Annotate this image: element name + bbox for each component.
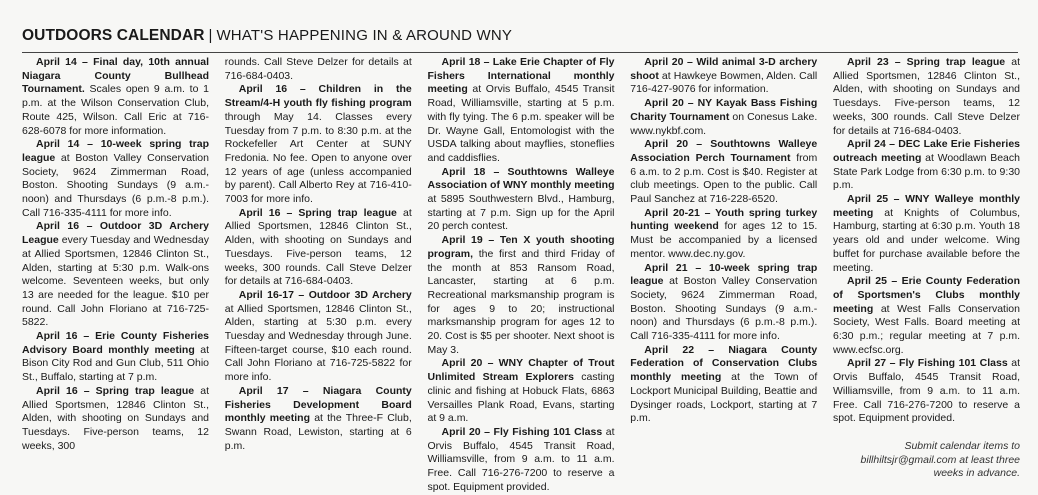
calendar-entry <box>22 56 209 138</box>
entry-details: at Boston Valley Conservation Society, 9624 Zimmerman Road, Boston. Shooting Sundays (9 a.m.-noon) and Thursdays (6 p.m.-8 p.m.). Call 716-335-4111 for more info. <box>22 151 209 219</box>
entry-details: at Orvis Buffalo, 4545 Transit Road, Williamsville, from 9 a.m. to 11 a.m. Free. Call 716-276-7200 to reserve a spot. Equipment provided. <box>427 425 615 493</box>
calendar-entry <box>630 344 817 426</box>
entry-heading: April 20 – Wild animal 3-D archery shoot <box>630 56 818 82</box>
entry-heading: April 16 – Spring trap league <box>238 206 397 219</box>
calendar-column-2 <box>225 56 412 495</box>
masthead-rule <box>22 52 1018 53</box>
entry-details: at 5895 Southwestern Blvd., Hamburg, starting at 7 p.m. Sign up for the April 20 perch contest. <box>427 193 615 233</box>
calendar-column-4 <box>630 56 817 495</box>
entry-heading: April 16-17 – Outdoor 3D Archery <box>238 288 412 301</box>
entry-details: at West Falls Conservation Society, West Falls. Board meeting at 6:30 p.m.; regular meeting at 7 p.m. www.ecfsc.org. <box>833 302 1020 356</box>
entry-details: at Boston Valley Conservation Society, 9624 Zimmerman Road, Boston. Shooting Sundays (9 a.m.-noon) and Thursdays (6 p.m.-8 p.m.). Call 716-335-4111 for more info. <box>630 275 818 343</box>
entry-details: casting clinic and fishing at Hobuck Flats, 6863 Versailles Plank Road, Evans, starting at 9 a.m. <box>427 371 615 425</box>
calendar-entry <box>22 330 209 385</box>
entry-heading: April 16 – Children in the Stream/4-H youth fly fishing program <box>224 83 412 110</box>
entry-heading: April 16 – Spring trap league <box>36 384 195 397</box>
column-5-entries <box>833 56 1020 426</box>
entry-heading: April 20 – Fly Fishing 101 Class <box>441 425 603 438</box>
calendar-entry <box>225 83 412 206</box>
calendar-entry <box>833 138 1020 193</box>
entry-details: at Allied Sportsmen, 12846 Clinton St., Alden, starting at 5:30 p.m. every Tuesday and Wednesday through June. Fifteen-target course, $10 each round. Call John Floriano at 716-725-5822 for more info. <box>224 302 412 384</box>
entry-details: for ages 12 to 15. Must be accompanied by a licensed mentor. www.dec.ny.gov. <box>630 220 818 260</box>
calendar-entry <box>22 138 209 220</box>
calendar-entry <box>428 357 615 426</box>
calendar-entry <box>428 426 615 495</box>
entry-heading: April 14 – Final day, 10th annual Niagara County Bullhead Tournament. <box>22 56 209 96</box>
submit-note: Submit calendar items to billhiltsjr@gmail.com at least three weeks in advance. <box>860 439 1020 480</box>
calendar-entry <box>833 357 1020 426</box>
calendar-column-1 <box>22 56 209 495</box>
calendar-column-5 <box>833 56 1020 495</box>
entry-heading: April 25 – WNY Walleye monthly meeting <box>833 193 1020 219</box>
entry-heading: April 25 – Erie County Federation of Sportsmen's Clubs monthly meeting <box>833 275 1020 315</box>
calendar-entry <box>833 56 1020 138</box>
entry-details: at Woodlawn Beach State Park Lodge from 6:30 p.m. to 9:30 p.m. <box>833 151 1020 192</box>
calendar-entry <box>428 234 615 357</box>
masthead <box>22 27 1016 49</box>
entry-details: at the Town of Lockport Municipal Building, Beattie and Dysinger roads, Lockport, starting at 7 p.m. <box>630 371 818 425</box>
calendar-entry <box>833 193 1020 275</box>
masthead-title: OUTDOORS CALENDAR <box>22 27 205 44</box>
entry-details: on Conesus Lake. www.nykbf.com. <box>630 110 818 137</box>
entry-heading: April 20-21 – Youth spring turkey hunting weekend <box>630 206 818 233</box>
calendar-entry <box>22 385 209 454</box>
entry-details: at Allied Sportsmen, 12846 Clinton St., Alden, with shooting on Sundays and Tuesdays. Five-person teams, 12 weeks, 300 rounds. Call Steve Delzer for details at 716-684-0403. <box>224 206 412 288</box>
calendar-entry <box>630 207 817 262</box>
calendar-entry <box>225 56 412 83</box>
entry-details: the first and third Friday of the month at 853 Ransom Road, Lancaster, starting at 6 p.m. Recreational marksmanship program is for ages 9 to 20; instructional marksmanship program for ages 12 to 20. Cost is $5 per shooter. Next shoot is May 3. <box>427 247 615 356</box>
entry-heading: April 18 – Lake Erie Chapter of Fly Fishers International monthly meeting <box>427 56 615 96</box>
calendar-columns <box>22 56 1020 495</box>
entry-heading: April 27 – Fly Fishing 101 Class <box>847 357 1008 370</box>
calendar-entry <box>225 385 412 454</box>
calendar-entry <box>225 207 412 289</box>
entry-heading: April 19 – Ten X youth shooting program, <box>427 234 615 260</box>
entry-heading: April 21 – 10-week spring trap league <box>630 261 818 288</box>
entry-heading: April 20 – WNY Chapter of Trout Unlimited Stream Explorers <box>427 357 615 384</box>
entry-heading: April 17 – Niagara County Fisheries Development Board monthly meeting <box>224 384 412 425</box>
entry-details: through May 14. Classes every Tuesday from 7 p.m. to 8:30 p.m. at the Rockefeller Art Center at SUNY Fredonia. No fee. Open to anyone over 12 years of age (unless accompanied by parent). Call Alberto Rey at 716-410-7003 for more info. <box>224 110 412 206</box>
calendar-column-3 <box>428 56 615 495</box>
entry-details: at the Three-F Club, Swann Road, Lewiston, starting at 6 p.m. <box>224 412 412 452</box>
masthead-subtitle: WHAT'S HAPPENING IN & AROUND WNY <box>216 27 513 44</box>
entry-heading: April 22 – Niagara County Federation of Conservation Clubs monthly meeting <box>630 343 818 384</box>
entry-details: Scales open 9 a.m. to 1 p.m. at the Wilson Conservation Club, Route 425, Wilson. Call Eric at 716-628-6078 for more information. <box>22 83 209 137</box>
entry-details: at Allied Sportsmen, 12846 Clinton St., Alden, with shooting on Sundays and Tuesdays. Five-person teams, 12 weeks, 300 <box>22 384 209 452</box>
entry-heading: April 18 – Southtowns Walleye Association of WNY monthly meeting <box>427 165 615 192</box>
masthead-separator: | <box>208 27 213 44</box>
entry-heading: April 16 – Erie County Fisheries Advisory Board monthly meeting <box>22 330 209 356</box>
calendar-entry <box>428 56 615 166</box>
calendar-entry <box>630 262 817 344</box>
entry-heading: April 20 – NY Kayak Bass Fishing Charity Tournament <box>630 97 818 123</box>
entry-details: at Hawkeye Bowmen, Alden. Call 716-427-9076 for information. <box>630 69 818 96</box>
entry-heading: April 23 – Spring trap league <box>847 56 1006 68</box>
entry-details: every Tuesday and Wednesday at Allied Sportsmen, 12846 Clinton St., Alden, starting at 5:30 p.m. Walk-ons welcome. Seventeen weeks, but only 13 are needed for the league. $10 per round. Call John Floriano at 716-725-5822. <box>22 234 209 329</box>
entry-details: from 6 a.m. to 2 p.m. Cost is $40. Register at club meetings. Open to the public. Call Paul Sanchez at 716-228-6520. <box>630 151 818 206</box>
calendar-entry <box>833 275 1020 357</box>
entry-heading: April 20 – Southtowns Walleye Association Perch Tournament <box>630 138 818 164</box>
entry-details: at Knights of Columbus, Hamburg, starting at 6:30 p.m. Youth 18 years old and under welcome. Wing buffet for purchase available before the meeting. <box>833 206 1020 274</box>
entry-details: at Orvis Buffalo, 4545 Transit Road, Williamsville, from 9 a.m. to 11 a.m. Free. Call 716-276-7200 to reserve a spot. Equipment provided. <box>833 357 1020 425</box>
entry-details: at Bison City Rod and Gun Club, 511 Ohio St., Buffalo, starting at 7 p.m. <box>22 343 209 384</box>
entry-details: at Orvis Buffalo, 4545 Transit Road, Williamsville, starting at 5 p.m. with fly tying. The 6 p.m. speaker will be Dr. Wayne Gall, Entomologist with the USDA talking about mayflies, stoneflies and caddisflies. <box>427 83 615 164</box>
calendar-entry <box>630 138 817 207</box>
calendar-entry <box>630 56 817 97</box>
calendar-entry <box>225 289 412 385</box>
calendar-entry <box>22 220 209 330</box>
entry-details: rounds. Call Steve Delzer for details at 716-684-0403. <box>224 56 412 82</box>
calendar-entry <box>428 166 615 235</box>
entry-details: at Allied Sportsmen, 12846 Clinton St., Alden, with shooting on Sundays and Tuesdays. Five-person teams, 12 weeks, 300 rounds. Call Steve Delzer for details at 716-684-0403. <box>833 56 1020 137</box>
entry-heading: April 16 – Outdoor 3D Archery League <box>22 220 209 247</box>
calendar-entry <box>630 97 817 138</box>
entry-heading: April 14 – 10-week spring trap league <box>22 138 209 164</box>
entry-heading: April 24 – DEC Lake Erie Fisheries outreach meeting <box>833 138 1020 164</box>
